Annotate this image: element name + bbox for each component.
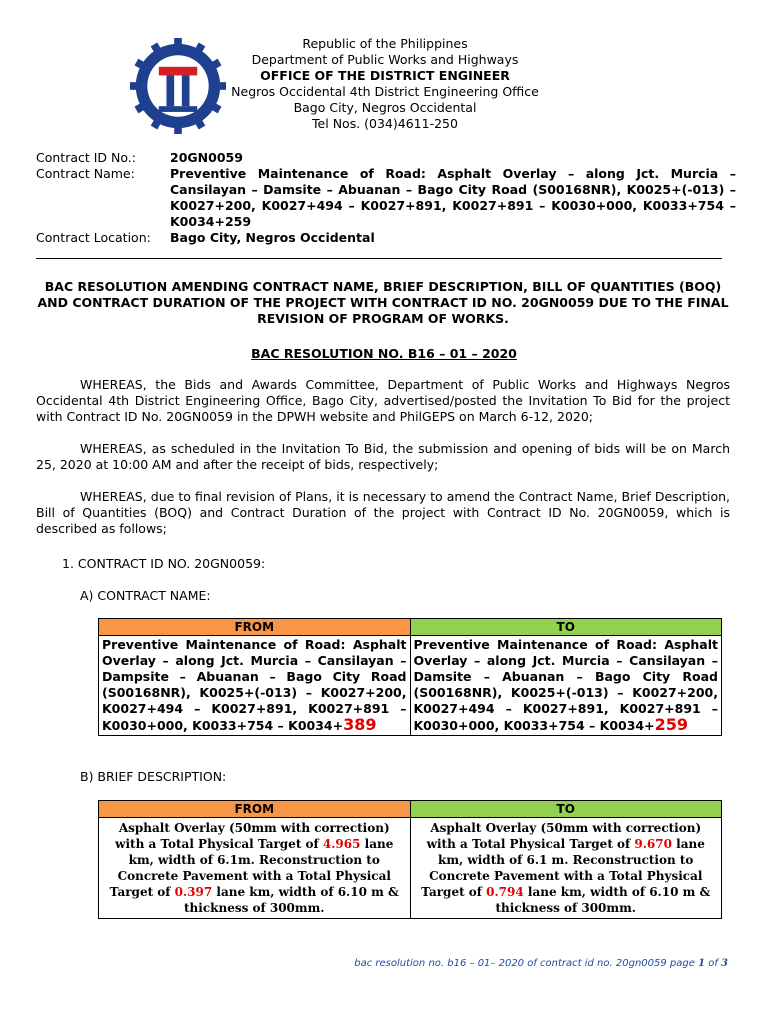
to-description-cell (410, 818, 722, 919)
brief-description-table (98, 800, 722, 919)
header-address: Bago City, Negros Occidental (293, 100, 477, 115)
whereas-paragraph-2: WHEREAS, as scheduled in the Invitation To Bid, the submission and opening of bids will be on March 25, 2020 at 10:00 AM and after the receipt of bids, respectively; (36, 441, 730, 472)
divider-line (36, 258, 722, 259)
resolution-title: BAC RESOLUTION AMENDING CONTRACT NAME, BRIEF DESCRIPTION, BILL OF QUANTITIES (BOQ) AND CONTRACT DURATION OF THE PROJECT WITH CONTRACT ID NO. 20GN0059 DUE TO THE FINAL REVISION OF PROGRAM OF WORKS. (37, 279, 729, 326)
to-description-part-a: Asphalt Overlay (50mm with correction) with a Total Physical Target of (426, 821, 702, 851)
contract-id-row (36, 150, 736, 166)
from-concrete-target: 0.397 (174, 885, 213, 899)
section-contract-id: 1. CONTRACT ID NO. 20GN0059: (62, 556, 266, 571)
to-description-part-b: lane km, width of 6.1 m. Reconstruction to Concrete Pavement with a Total Physical Target of (421, 837, 705, 899)
contract-id-value: 20GN0059 (170, 150, 243, 165)
page-footer (354, 958, 728, 969)
letterhead (200, 36, 570, 132)
header-office: OFFICE OF THE DISTRICT ENGINEER (260, 68, 510, 83)
contract-location-label: Contract Location: (36, 230, 151, 245)
footer-page-total: 3 (721, 958, 728, 969)
from-header: FROM (99, 619, 411, 636)
from-description-part-c: lane km, width of 6.10 m & thickness of 300mm. (184, 885, 399, 915)
footer-of-word: of (705, 958, 722, 969)
contract-name-value: Preventive Maintenance of Road: Asphalt Overlay – along Jct. Murcia – Cansilayan – Damsite – Abuanan – Bago City Road (S00168NR), K0025+(-013) – K0027+200, K0027+494 – K0027+891, K0027+891 – K0030+000, K0033+754 –K0034+259 (170, 166, 736, 229)
header-republic: Republic of the Philippines (302, 36, 468, 51)
to-contract-name-text: Preventive Maintenance of Road: Asphalt Overlay – along Jct. Murcia – Cansilayan – Damsite – Abuanan – Bago City Road (S00168NR), K0025+(-013) – K0027+200, K0027+494 – K0027+891, K0027+891 – K0030+000, K0033+754 – K0034+ (413, 637, 718, 733)
to-contract-name-cell (410, 636, 722, 736)
from-asphalt-target: 4.965 (322, 837, 361, 851)
to-description-part-c: lane km, width of 6.10 m & thickness of 300mm. (495, 885, 711, 915)
whereas-paragraph-1: WHEREAS, the Bids and Awards Committee, Department of Public Works and Highways Negros Occidental 4th District Engineering Office, Bago City, advertised/posted the Invitation To Bid for the project with Contract ID No. 20GN0059 in the DPWH website and PhilGEPS on March 6-12, 2020; (36, 377, 730, 424)
to-header: TO (410, 619, 722, 636)
header-district: Negros Occidental 4th District Engineering Office (231, 84, 539, 99)
from-header: FROM (99, 801, 411, 818)
contract-name-row (36, 166, 736, 230)
header-phone: Tel Nos. (034)4611-250 (312, 116, 458, 131)
from-description-part-b: lane km, width of 6.1m. Reconstruction to Concrete Pavement with a Total Physical Target of (109, 837, 394, 899)
to-concrete-target: 0.794 (486, 885, 524, 899)
contract-details (36, 150, 736, 246)
header-department: Department of Public Works and Highways (251, 52, 519, 67)
from-contract-name-text: Preventive Maintenance of Road: Asphalt Overlay – along Jct. Murcia – Cansilayan – Dampsite – Abuanan – Bago City Road (S00168NR), K0025+(-013) – K0027+200, K0027+494 – K0027+891, K0027+891 – K0030+000, K0033+754 – K0034+ (102, 637, 407, 733)
section-brief-description: B) BRIEF DESCRIPTION: (80, 769, 227, 784)
footer-text: bac resolution no. b16 – 01– 2020 of contract id no. 20gn0059 (354, 958, 670, 969)
whereas-paragraph-3: WHEREAS, due to final revision of Plans, it is necessary to amend the Contract Name, Brief Description, Bill of Quantities (BOQ) and Contract Duration of the project with Contract ID No. 20GN0059, which is described as follows; (36, 489, 730, 536)
contract-id-label: Contract ID No.: (36, 150, 136, 165)
to-header: TO (410, 801, 722, 818)
footer-page-word: page (669, 958, 699, 969)
from-contract-name-cell (99, 636, 411, 736)
from-description-part-a: Asphalt Overlay (50mm with correction) with a Total Physical Target of (115, 821, 390, 851)
contract-name-table (98, 618, 722, 736)
to-contract-name-highlight: 259 (654, 715, 688, 734)
section-contract-name: A) CONTRACT NAME: (80, 588, 211, 603)
footer-page-number: 1 (698, 958, 706, 969)
contract-location-value: Bago City, Negros Occidental (170, 230, 375, 245)
from-description-cell (99, 818, 411, 919)
to-asphalt-target: 9.670 (634, 837, 672, 851)
from-contract-name-highlight: 389 (343, 715, 377, 734)
resolution-number: BAC RESOLUTION NO. B16 – 01 – 2020 (251, 346, 517, 361)
contract-location-row (36, 230, 736, 246)
contract-name-label: Contract Name: (36, 166, 135, 181)
